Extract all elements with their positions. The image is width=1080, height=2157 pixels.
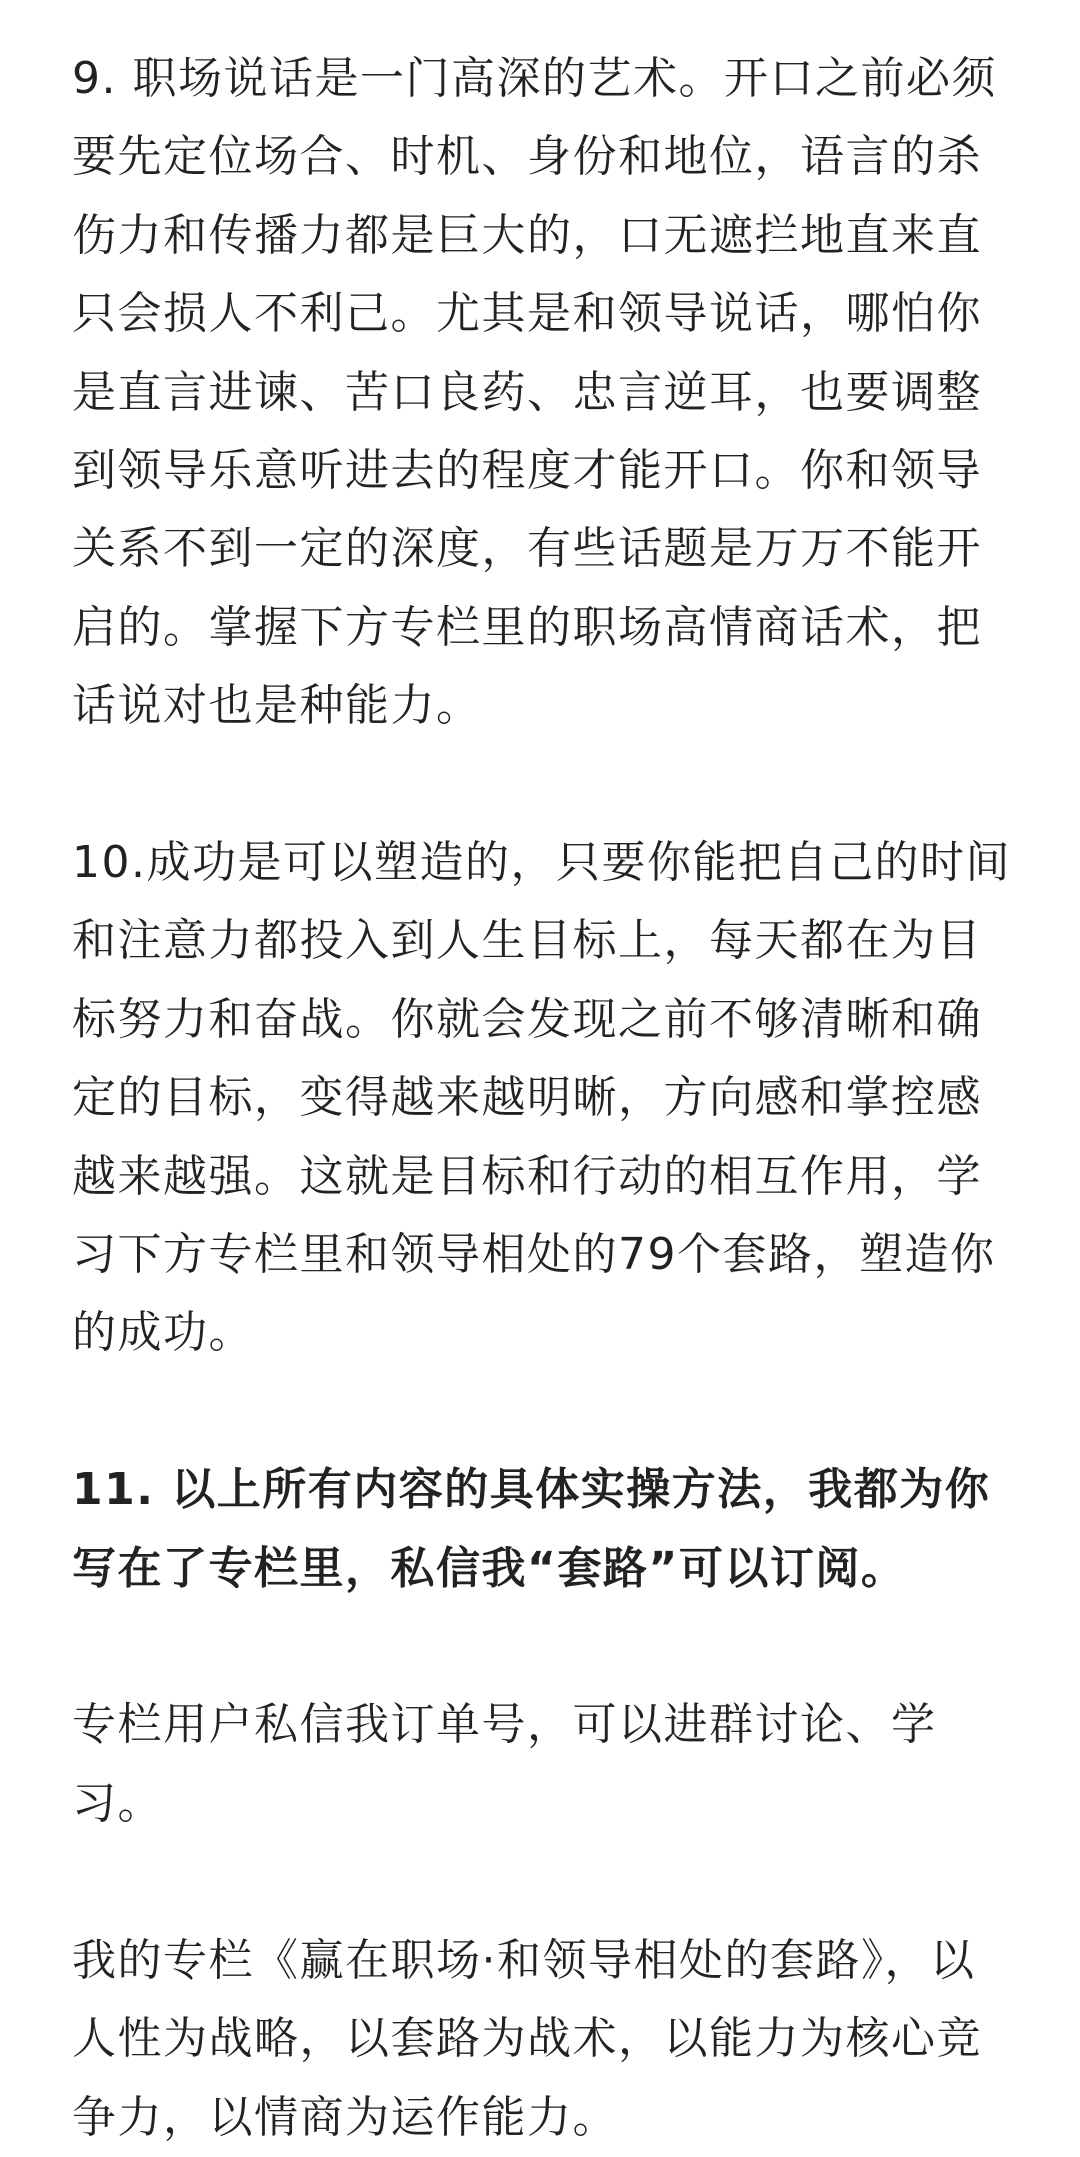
article-body — [72, 40, 1012, 2157]
paragraph-gap — [72, 1608, 1012, 1686]
paragraph-column-intro: 我的专栏《赢在职场·和领导相处的套路》，以人性为战略，以套路为战术，以能力为核心竞争力，以情商为运作能力。 — [72, 1934, 982, 2143]
paragraph-gap — [72, 746, 1012, 824]
paragraph-group-note: 专栏用户私信我订单号，可以进群讨论、学习。 — [72, 1699, 937, 1829]
paragraph-gap — [72, 1843, 1012, 1921]
paragraph-10: 10.成功是可以塑造的，只要你能把自己的时间和注意力都投入到人生目标上，每天都在为目标努力和奋战。你就会发现之前不够清晰和确定的目标，变得越来越明晰，方向感和掌控感越来越强。这就是目标和行动的相互作用，学习下方专栏里和领导相处的79个套路，塑造你的成功。 — [72, 837, 1011, 1359]
paragraph-9: 9. 职场说话是一门高深的艺术。开口之前必须要先定位场合、时机、身份和地位，语言的杀伤力和传播力都是巨大的，口无遮拦地直来直只会损人不利己。尤其是和领导说话，哪怕你是直言进谏、苦口良药、忠言逆耳，也要调整到领导乐意听进去的程度才能开口。你和领导关系不到一定的深度，有些话题是万万不能开启的。掌握下方专栏里的职场高情商话术，把话说对也是种能力。 — [72, 53, 997, 732]
paragraph-gap — [72, 1373, 1012, 1451]
paragraph-11: 11. 以上所有内容的具体实操方法，我都为你写在了专栏里，私信我“套路”可以订阅。 — [72, 1464, 991, 1594]
